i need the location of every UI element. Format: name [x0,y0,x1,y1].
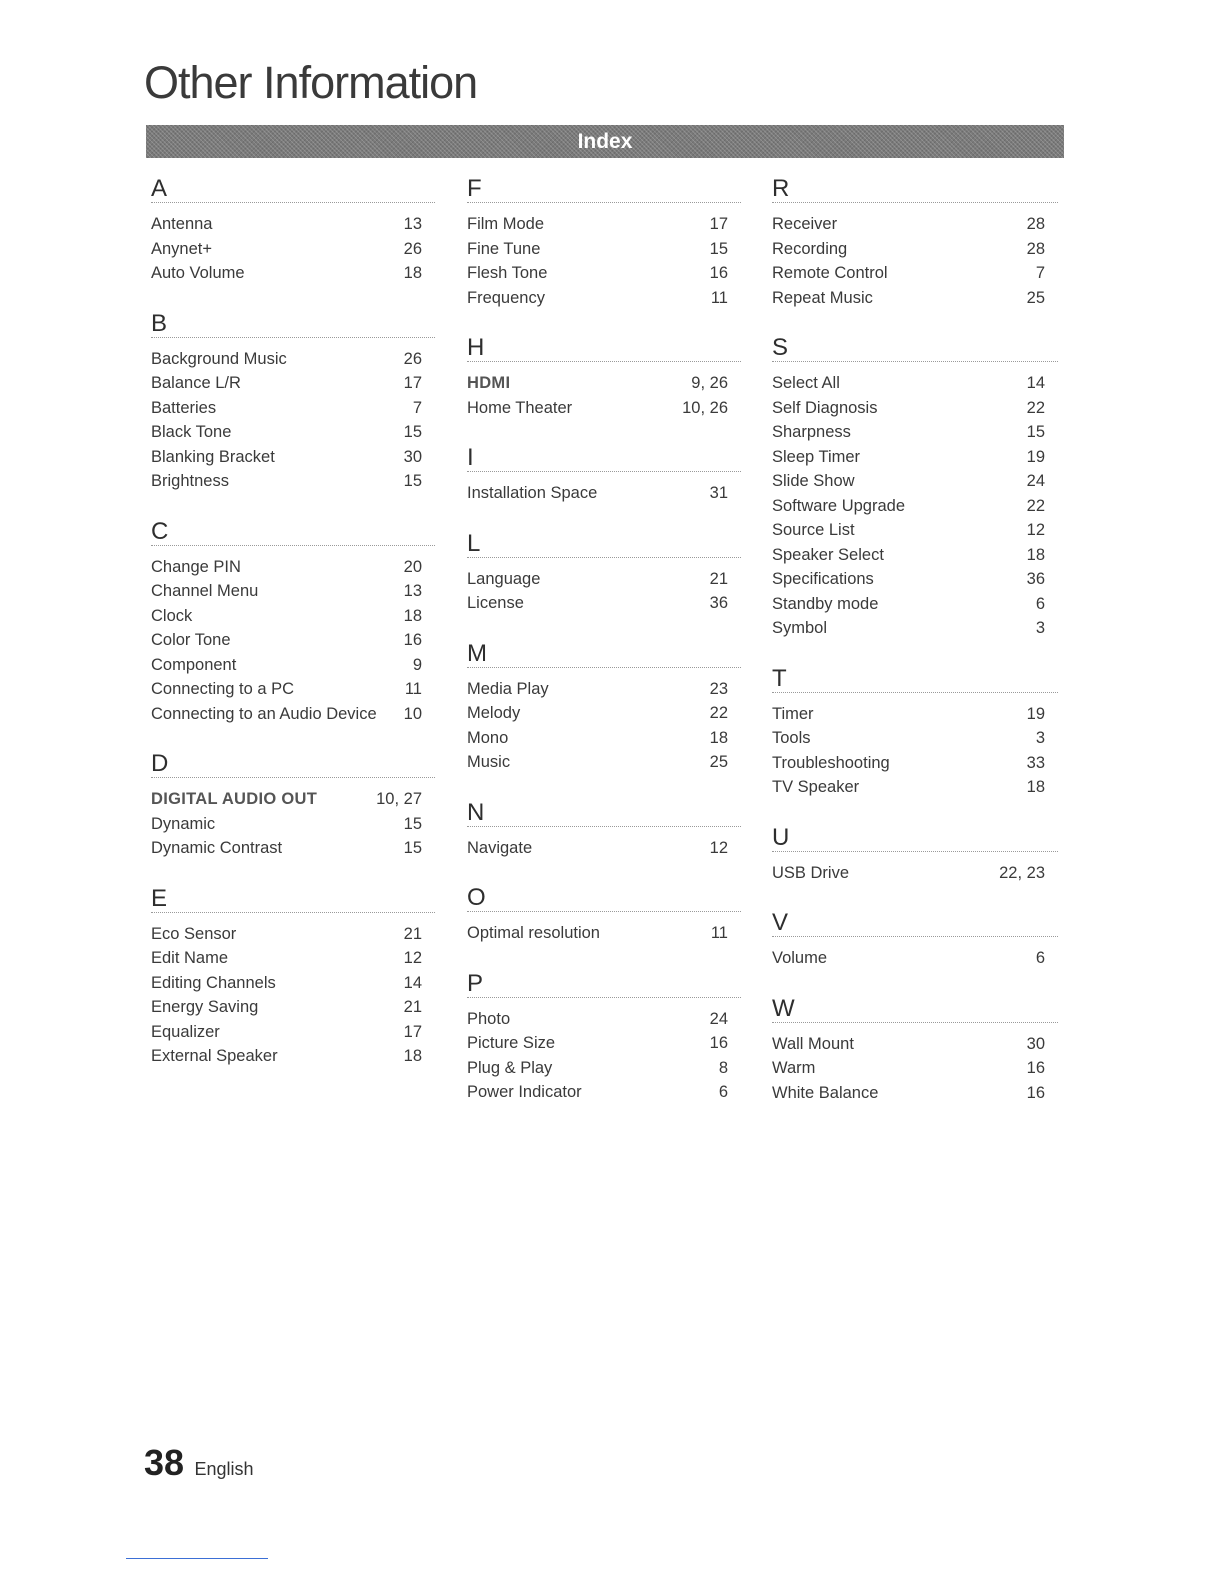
index-section-b [151,307,435,494]
index-entry [772,946,1058,971]
section-letter: P [467,967,741,998]
index-entry-term: Navigate [467,838,533,857]
index-entry [467,1007,741,1032]
index-entry [151,1044,435,1069]
index-entry [772,616,1058,641]
index-entry-term: Music [467,753,511,771]
index-entry [467,921,741,946]
index-entry-pages: 12 [1026,521,1045,539]
section-letter: U [772,821,1058,852]
section-letter: E [151,882,435,913]
index-entry-pages: 19 [1026,447,1045,466]
index-entry-pages: 9, 26 [691,374,728,392]
index-entry [772,861,1058,886]
index-entry-term: Frequency [467,288,545,307]
index-entry [467,212,741,237]
index-entry-term: Source List [772,521,855,539]
index-entry-term: Warm [772,1059,816,1077]
index-entry [772,469,1058,494]
index-entry-pages: 24 [709,1009,728,1028]
index-entry-pages: 8 [718,1058,728,1077]
index-entry [772,775,1058,800]
index-entry [467,396,741,421]
index-entry [772,1081,1058,1106]
index-entry-term: Photo [467,1009,511,1028]
index-entry-pages: 10 [403,704,422,723]
section-letter: N [467,796,741,827]
index-entry [772,261,1058,286]
section-letter: D [151,747,435,778]
footer-divider [126,1558,268,1559]
index-entry-term: Connecting to an Audio Device [151,704,377,723]
index-entry-pages: 9 [412,655,422,674]
index-entry-pages: 30 [1026,1034,1045,1053]
index-entry-pages: 18 [1026,778,1045,796]
index-entry-pages: 15 [403,472,422,490]
index-entry-term: Symbol [772,619,828,637]
index-entry [151,261,435,286]
index-entry-pages: 15 [403,839,422,857]
index-entry-pages: 22, 23 [999,863,1045,882]
index-entry-term: External Speaker [151,1047,278,1065]
index-entry-pages: 20 [403,557,422,576]
index-entry [467,836,741,861]
index-section-l [467,527,741,616]
index-section-u [772,821,1058,886]
index-entry-term: TV Speaker [772,778,860,796]
index-entry-pages: 33 [1026,753,1045,772]
index-entry-term: Standby mode [772,594,879,613]
index-entry [467,286,741,311]
index-entry [151,445,435,470]
index-entry-pages: 11 [710,924,728,942]
section-letter: I [467,441,741,472]
index-entry-term: Optimal resolution [467,924,600,942]
index-entry [151,995,435,1020]
index-entry [772,445,1058,470]
index-entry [467,677,741,702]
section-letter: B [151,307,435,338]
index-entry-pages: 18 [403,264,422,282]
index-entry-pages: 26 [403,239,422,258]
index-entry-term: Flesh Tone [467,264,548,282]
index-entry-pages: 16 [1026,1083,1045,1102]
index-entry-term: Melody [467,704,521,722]
index-entry-term: Wall Mount [772,1034,854,1053]
index-entry-pages: 25 [709,753,728,771]
index-entry-pages: 3 [1035,729,1045,747]
index-entry-pages: 21 [403,998,422,1016]
index-entry-term: Recording [772,239,848,258]
index-entry-term: Editing Channels [151,973,276,992]
index-entry [151,922,435,947]
index-entry-pages: 14 [1026,374,1045,392]
index-entry-pages: 12 [403,949,422,967]
index-entry-pages: 19 [1026,704,1045,723]
index-entry-term: Mono [467,728,509,747]
index-entry-term: Troubleshooting [772,753,890,772]
index-entry [772,494,1058,519]
index-entry [772,543,1058,568]
page-number: 38 [144,1442,185,1483]
index-section-f [467,172,741,310]
index-entry-pages: 15 [709,239,728,258]
index-entry-pages: 22 [709,704,728,722]
index-entry [151,579,435,604]
page-footer [144,1442,254,1484]
index-entry [151,604,435,629]
index-entry-term: Sharpness [772,423,851,441]
index-entry [772,751,1058,776]
section-letter: M [467,637,741,668]
index-column-1 [151,172,435,1090]
index-entry-term: Receiver [772,215,838,233]
index-entry-pages: 17 [403,374,422,392]
index-entry [772,286,1058,311]
index-entry [772,1056,1058,1081]
index-entry-term: Connecting to a PC [151,680,295,698]
index-section-p [467,967,741,1105]
index-entry [772,396,1058,421]
index-banner-label: Index [577,130,633,153]
index-entry-term: Timer [772,704,814,723]
index-entry [772,726,1058,751]
index-section-d [151,747,435,861]
index-entry-pages: 22 [1026,496,1045,515]
index-entry-pages: 22 [1026,398,1045,417]
index-entry-term: Language [467,569,541,588]
index-entry-term: Auto Volume [151,264,245,282]
index-section-i [467,441,741,506]
index-entry-pages: 16 [709,1034,728,1052]
index-entry [772,212,1058,237]
index-entry [772,567,1058,592]
index-entry [151,812,435,837]
index-entry-term: Background Music [151,349,287,368]
index-entry [467,726,741,751]
index-entry-pages: 6 [1035,594,1045,613]
index-entry-pages: 21 [709,569,728,588]
index-entry-pages: 24 [1026,472,1045,490]
section-letter: S [772,331,1058,362]
index-entry-pages: 31 [709,484,728,502]
index-entry [151,677,435,702]
index-entry-term: Balance L/R [151,374,241,392]
index-entry-term: Energy Saving [151,998,259,1016]
index-entry [151,555,435,580]
section-letter: A [151,172,435,203]
index-entry-term: Film Mode [467,215,545,233]
index-entry-pages: 10, 27 [376,790,422,808]
index-entry-term: Eco Sensor [151,924,237,943]
index-entry [151,653,435,678]
index-entry [151,396,435,421]
index-entry-pages: 3 [1035,619,1045,637]
index-entry-term: HDMI [467,374,511,392]
index-entry-pages: 12 [709,838,728,857]
index-entry-term: Edit Name [151,949,229,967]
index-entry-term: USB Drive [772,863,850,882]
index-entry-pages: 28 [1026,215,1045,233]
index-entry-pages: 15 [403,814,422,833]
index-entry-pages: 14 [403,973,422,992]
index-section-e [151,882,435,1069]
index-entry-term: Slide Show [772,472,855,490]
index-entry-term: Select All [772,374,840,392]
index-entry-pages: 30 [403,447,422,466]
index-entry-term: Dynamic Contrast [151,839,283,857]
index-entry-term: Dynamic [151,814,216,833]
index-entry [772,237,1058,262]
index-entry [151,420,435,445]
index-section-r [772,172,1058,310]
section-letter: W [772,992,1058,1023]
index-entry-term: License [467,594,524,612]
index-entry [151,628,435,653]
index-entry-pages: 11 [710,288,728,307]
index-entry [772,592,1058,617]
index-entry-term: Clock [151,606,193,625]
index-section-o [467,881,741,946]
index-entry [467,1031,741,1056]
index-entry-pages: 18 [403,606,422,625]
index-entry-pages: 7 [412,398,422,417]
index-entry-pages: 13 [403,582,422,600]
index-entry-pages: 36 [1026,570,1045,588]
index-entry-pages: 16 [1026,1059,1045,1077]
index-entry-term: Batteries [151,398,217,417]
page-language: English [194,1459,254,1479]
index-entry-term: Black Tone [151,423,232,441]
index-entry [467,701,741,726]
index-entry [772,702,1058,727]
index-entry-term: Media Play [467,679,549,698]
index-entry [467,237,741,262]
index-entry [151,702,435,727]
index-entry-term: Antenna [151,215,213,233]
index-entry-term: Installation Space [467,484,598,502]
index-column-2 [467,172,741,1126]
index-section-a [151,172,435,286]
index-entry-term: Color Tone [151,631,231,649]
index-entry [151,971,435,996]
index-section-n [467,796,741,861]
index-entry-term: Volume [772,949,828,967]
page-title: Other Information [144,57,478,108]
index-section-c [151,515,435,727]
index-entry-pages: 18 [1026,545,1045,564]
index-entry [467,591,741,616]
index-section-t [772,662,1058,800]
index-entry [151,1020,435,1045]
index-section-s [772,331,1058,641]
section-letter: C [151,515,435,546]
index-entry [467,371,741,396]
index-entry-term: Remote Control [772,264,888,282]
index-entry [467,1080,741,1105]
index-entry-term: Channel Menu [151,582,259,600]
index-entry-pages: 10, 26 [682,398,728,417]
section-letter: R [772,172,1058,203]
index-entry-term: Equalizer [151,1022,220,1041]
index-entry-term: Repeat Music [772,288,873,307]
index-entry-pages: 17 [403,1022,422,1041]
section-letter: H [467,331,741,362]
index-entry [151,212,435,237]
index-entry [151,469,435,494]
index-entry-pages: 13 [403,215,422,233]
index-entry [467,750,741,775]
index-entry-term: Fine Tune [467,239,541,258]
index-entry-term: Brightness [151,472,229,490]
index-entry [151,946,435,971]
index-entry-pages: 23 [709,679,728,698]
index-entry [772,371,1058,396]
index-entry-term: White Balance [772,1083,879,1102]
index-entry-pages: 17 [709,215,728,233]
index-entry-term: Home Theater [467,398,573,417]
index-section-v [772,906,1058,971]
section-letter: F [467,172,741,203]
index-entry-pages: 15 [403,423,422,441]
index-entry [467,1056,741,1081]
index-entry-term: Plug & Play [467,1058,553,1077]
index-entry [151,371,435,396]
section-letter: V [772,906,1058,937]
index-entry-term: Self Diagnosis [772,398,878,417]
index-entry-term: Blanking Bracket [151,447,275,466]
index-banner [146,125,1064,158]
index-entry [467,481,741,506]
index-entry [151,237,435,262]
index-entry-pages: 28 [1026,239,1045,258]
index-entry [772,1032,1058,1057]
index-entry [467,567,741,592]
section-letter: T [772,662,1058,693]
index-entry-term: Specifications [772,570,874,588]
index-entry-pages: 16 [709,264,728,282]
index-entry-pages: 7 [1035,264,1045,282]
index-entry-pages: 11 [404,680,422,698]
index-entry [151,836,435,861]
index-entry-term: Sleep Timer [772,447,861,466]
index-entry-term: Picture Size [467,1034,556,1052]
index-entry [772,518,1058,543]
index-entry [467,261,741,286]
index-entry-pages: 16 [403,631,422,649]
index-entry-term: Tools [772,729,811,747]
index-entry-term: Power Indicator [467,1083,582,1101]
index-entry-pages: 6 [718,1083,728,1101]
index-entry-pages: 15 [1026,423,1045,441]
index-column-3 [772,172,1058,1126]
index-entry-term: Speaker Select [772,545,884,564]
index-entry-pages: 21 [403,924,422,943]
index-entry-pages: 18 [709,728,728,747]
index-entry-term: Anynet+ [151,239,213,258]
section-letter: O [467,881,741,912]
index-entry-term: Component [151,655,237,674]
index-entry-term: Change PIN [151,557,241,576]
index-entry [772,420,1058,445]
index-entry-pages: 36 [709,594,728,612]
index-entry [151,787,435,812]
index-entry-pages: 25 [1026,288,1045,307]
index-section-m [467,637,741,775]
section-letter: L [467,527,741,558]
index-entry-term: Software Upgrade [772,496,905,515]
index-section-w [772,992,1058,1106]
index-entry-pages: 18 [403,1047,422,1065]
index-section-h [467,331,741,420]
index-entry-pages: 6 [1035,949,1045,967]
index-entry-term: DIGITAL AUDIO OUT [151,790,318,808]
index-entry-pages: 26 [403,349,422,368]
index-entry [151,347,435,372]
